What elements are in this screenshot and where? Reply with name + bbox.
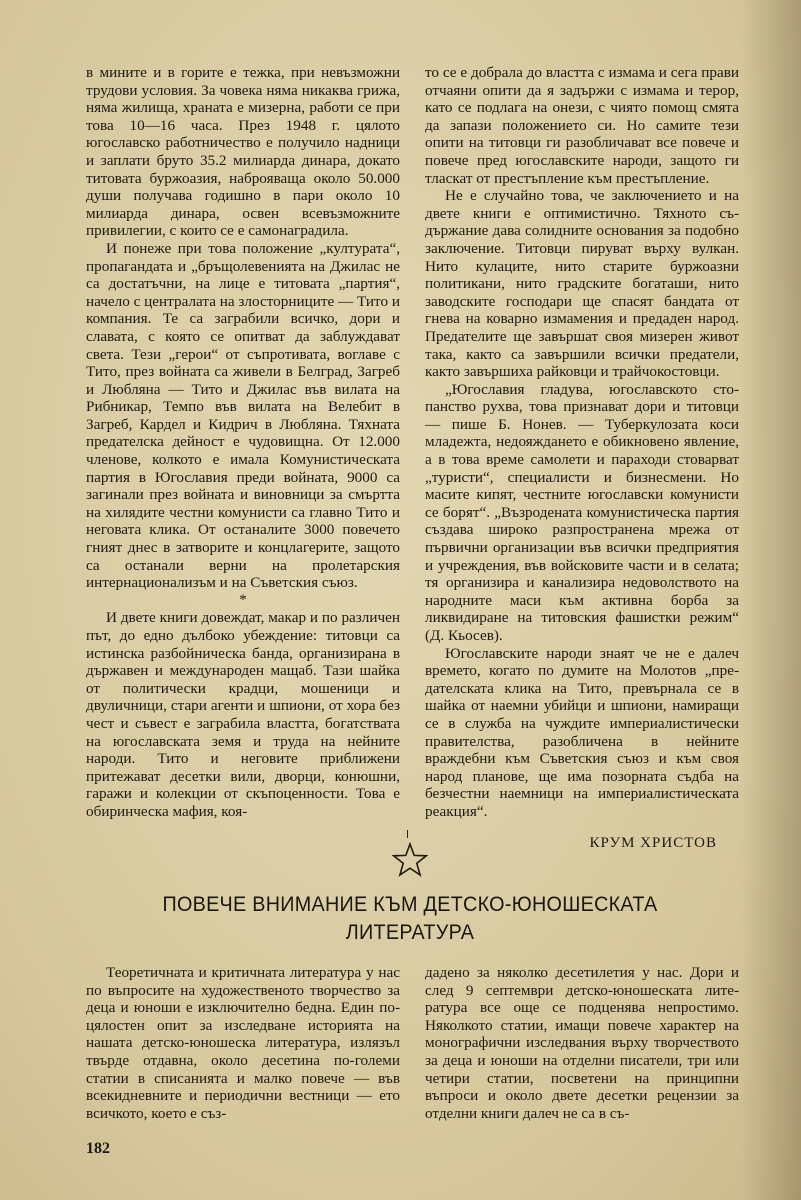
author-signature: КРУМ ХРИСТОВ (589, 834, 717, 851)
headline-line-2: ЛИТЕРАТУРА (345, 920, 475, 944)
article-column-left (86, 64, 400, 821)
paragraph: Не е случайно това, че заключението и на двете книги е оптимистично. Тяхното съдържание дава солидните основания за подобно заключение. Титовци пируват върху вулкан. Нито кулаците, нито старите буржоазни политикани, нито градските богаташи, нито заводските господари ще спасят бандата от гнева на коварно измамения и предаден народ. Предателите ще завършат своя мизерен живот така, както са завършили всички предатели, както завършиха райковци и трайчокостовци. (425, 187, 739, 381)
paragraph: дадено за няколко десетилетия у нас. Дори и след 9 септември детско-юношеската литература все още се подценява непростимо. Няколкото статии, имащи повече характер на монографични изследвания върху творчеството за деца и юноши на отделни писатели, три или четири статии, посветени на принципни въпроси и около двете десетки рецензии за отделни книги далеч не са в съ- (425, 964, 739, 1122)
paragraph: в мините и в горите е тежка, при невъзможни трудови условия. За човека няма никаква грижа, няма жилища, храната е мизерна, работи се при това 10—16 часа. През 1948 г. цялото югославско работничество е получило надници и заплати бруто 35.2 милиарда динара, докато титовата буржоазия, наброяваща около 50.000 души получава годишно в пари около 10 милиарда динара, освен всевъзможните привилегии, с които се е самонаградила. (86, 64, 400, 240)
paragraph: то се е добрала до властта с измама и сега прави отчаяни опити да я задържи с измама и терор, като се подлага на онези, с чиято помощ смята да запази положението си. Но самите тези опити на титовци ги разобличават все повече и повече пред югославските народи, защото ги тласкат от престъпление към престъпление. (425, 64, 739, 187)
headline-line-1: ПОВЕЧЕ ВНИМАНИЕ КЪМ ДЕТСКО-ЮНОШЕСКАТА (162, 892, 658, 916)
paragraph: И двете книги довеждат, макар и по различен път, до едно дълбоко убеждение: титовци са истинска разбойническа банда, организирана в държавен и международен мащаб. Тази шайка от политически крадци, мошеници и двуличници, стари агенти и шпиони, от хора без чест и съвест е заграбила властта, богатствата на югославската земя и труда на нейните народи. Тито и неговите приближени притежават десетки вили, дворци, конюшни, гаражи и колекции от скъпоценности. Това е обиринческа мафия, коя- (86, 609, 400, 820)
article-column-right (425, 64, 739, 852)
star-ornament-icon (392, 842, 428, 878)
paragraph: Теоретичната и критичната литература у нас по въпросите на художественото творчество за деца и юноши е изключително бедна. Един по-цялостен опит за изследване историята на нашата детско-юношеска литература, излязъл твърде отдавна, около десетина по-големи статии в списанията и малко повече — във всекидневните и периодични вестници — ето всичкото, което е съз- (86, 964, 400, 1122)
page-edge-shadow (741, 0, 801, 1200)
paragraph: „Югославия гладува, югославското стопанство рухва, това признават дори и титовци — пише Б. Нонев. — Туберкулозата коси младежта, недояждането е обикновено явление, а в това време самолети и параходи стоварват „туристи“, специалисти и бизнесмени. Но масите кипят, честните югославски комунисти се борят“. „Възродената комунистическа партия създава широко разпространена мрежа от първични организации във всички предприятия и учреждения, във войсковите части и в селата; тя организира и канализира недоволството на народните маси към активна борба за ликвидиране на титовския фашистки режим“ (Д. Кьосев). (425, 380, 739, 644)
article2-column-right (425, 964, 739, 1122)
paragraph: И понеже при това положение „културата“, пропагандата и „бръщолевенията на Джилас не са достатъчни, на лице е титовата „партия“, начело с централата на злосторниците — Тито и компания. Те са заграбили всичко, дори и славата, с която се опитват да заблуждават света. Тези „герои“ от съпротивата, воглаве с Тито, през войната са живели в Белград, Загреб и Любляна — Тито и Джилас във вилата на Рибникар, Темпо във вилата на Велебит в Загреб, Кардел и Кидрич в Любляна. Тяхната предателска дейност е чудовищна. От 12.000 членове, колкото е имала Комунистическата партия в Югославия преди войната, 9000 са загинали през войната и виновници за смъртта на хилядите честни комунисти са главно Тито и неговата клика. От останалите 3000 повечето гният днес в затворите и концлагерите, защото са останали верни на пролетарския интернационализъм и на Съветския съюз. (86, 239, 400, 592)
paragraph: Югославските народи знаят че не е далеч времето, когато по думите на Молотов „предателската клика на Тито, превърнала се в шайка от наемни убийци и шпиони, намиращи се в служба на чуждите империалистически правителства, разобличена в нейните враждебни към Съветския съюз и към своя народ планове, ще има позорната съдба на безчестни наемници на империалистическата реакция“. (425, 644, 739, 820)
page-number: 182 (86, 1140, 110, 1157)
article-headline (106, 890, 713, 946)
divider-tick (407, 830, 408, 838)
section-separator: * (239, 591, 247, 608)
article2-column-left (86, 964, 400, 1122)
